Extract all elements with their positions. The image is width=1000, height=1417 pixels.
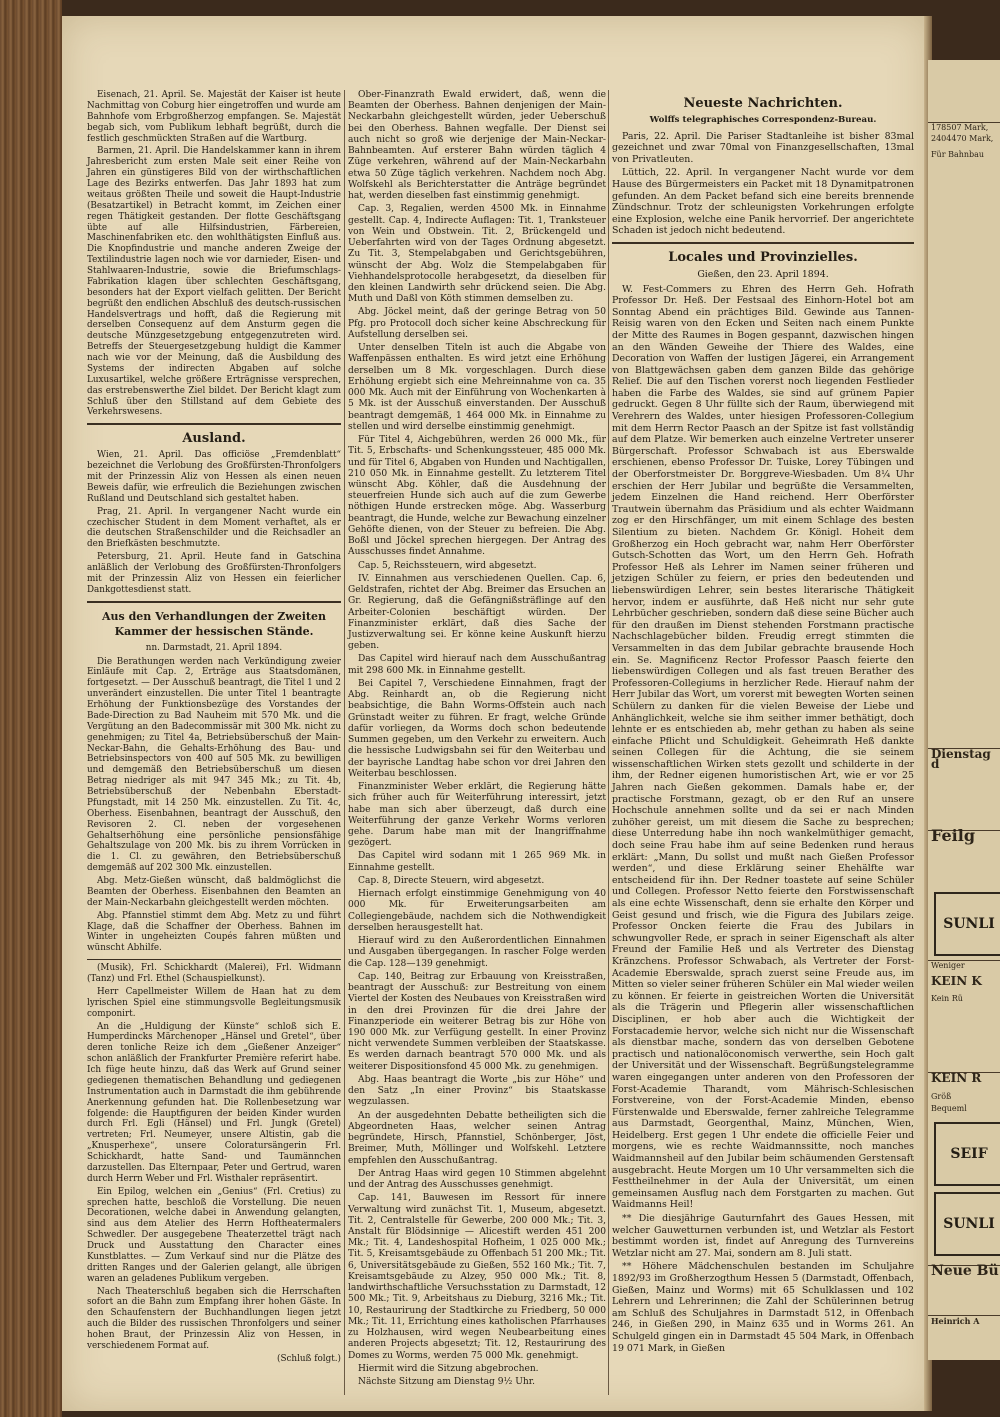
column-middle bbox=[348, 90, 606, 1390]
paragraph: Die Berathungen werden nach Verkündigung zweier Einläufe mit Cap. 2, Erträge aus Staatsdomänen, fortgesetzt. — Der Ausschuß beantragt, die Titel 1 und 2 unverändert einzustellen. Die unter Titel 1 beantragte Erhöhung der Funktionsbezüge des Vorstandes der Bade-Direction zu Bad Nauheim mit 570 Mk. und die Vergütung an den Badecommissär mit 300 Mk. nicht zu genehmigen; zu Titel 4a, Betriebsüberschuß der Main-Neckar-Bahn, die Gehalts-Erhöhung des Bau- und Betriebsinspectors von 400 auf 505 Mk. zu bewilligen und demgemäß den Betriebsüberschuß um diesen Betrag niedriger als mit 947 345 Mk.; zu Tit. 4b, Betriebsüberschuß der Nebenbahn Eberstadt-Pfungstadt, mit 14 250 Mk. einzustellen. Zu Tit. 4c, Oberhess. Eisenbahnen, beantragt der Ausschuß, den Revisoren 2. Cl. neben der vorgesehenen Gehaltserhöhung eine persönliche pensionsfähige Gehaltszulage von 200 Mk. bis zu ihrem Vorrücken in die 1. Cl. zu gewähren, den Betriebsüberschuß demgemäß auf 202 300 Mk. einzustellen. bbox=[87, 656, 341, 874]
paragraph: Das Capitel wird hierauf nach dem Ausschußantrag mit 298 600 Mk. in Einnahme gestellt. bbox=[348, 654, 606, 676]
paragraph: W. Fest-Commers zu Ehren des Herrn Geh. Hofrath Professor Dr. Heß. Der Festsaal des Einhorn-Hotel bot am Sonntag Abend ein prächtiges Bild. Gewinde aus Tannen-Reisig waren von den Ecken und Seiten nach einem Punkte der Mitte des Raumes in Bogen gespannt, dazwischen hingen an den Wänden Geweihe der Thiere des Waldes, eine Decoration von Waffen der lustigen Jägerei, ein Arrangement von Blattgewächsen gaben dem ganzen Bilde das gehörige Relief. Die auf den Tischen vorerst noch liegenden Festlieder haben die Farbe des Waldes, sie sind auf grünem Papier gedruckt. Gegen 8 Uhr füllte sich der Raum, überwiegend mit Verehrern des Waldes, unter hiesigen Professoren-Collegium mit dem Herrn Rector Paasch an der Spitze ist fast vollständig auf dem Platze. Wir bemerken auch einzelne Vertreter unserer Bürgerschaft. Professor Schwabach ist aus Eberswalde erschienen, ebenso Professor Dr. Tuiske, Lorey Tübingen und der Oberforstmeister Dr. Borggreve-Wiesbaden. Um 8¼ Uhr erschien der Herr Jubilar und begrüßte die Versammelten, jedem Einzelnen die Hand reichend. Herr Oberförster Trautwein übernahm das Präsidium und als echter Waidmann zog er den Hirschfänger, um mit einem Schlage des besten Silentium zu bieten. Nachdem Gr. Königl. Hoheit dem Großherzog ein Hoch gebracht war, nahm Herr Oberförster Gutsch-Schotten das Wort, um den Herrn Geh. Hofrath Professor Heß als Lehrer im Namen seiner früheren und jetzigen Schüler zu feiern, er pries den bedeutenden und liebenswürdigen Lehrer, sein bestes literarische Thätigkeit hervor, indem er ausführte, daß Heß nicht nur sehr gute Lehrbücher geschrieben, sondern daß diese seine Bücher auch für den draußen im Dienst stehenden Forstmann practische Nachschlagebücher bilden. Freudig erregt stimmten die Versammelten in das dem Jubilar gebrachte brausende Hoch ein. Se. Magnificenz Rector Professor Paasch feierte den liebenswürdigen Collegen und als fast treuen Berather des Professoren-Collegiums in herzlicher Rede. Hierauf nahm der Herr Jubilar das Wort, um vorerst mit bewegten Worten seinen Schülern zu danken für die vielen Beweise der Liebe und Anhänglichkeit, welche sie ihm seither immer bethätigt, doch lehnte er es entschieden ab, mehr gethan zu haben als seine einfache Pflicht und Schuldigkeit. Geheimrath Heß dankte seinen Collegen für die Achtung, die sie seinem wissenschaftlichen Wirken stets gezollt und schilderte in der ihm, der Redner eigenen humoristischen Art, wie er vor 25 Jahren nach Gießen gekommen. Damals habe er, der practische Forstmann, gezagt, ob er den Ruf an unsere Hochschule annehmen sollte und da sei er nach Minden zuhöher gereist, um mit diesem die Sache zu besprechen; diese Unterredung habe ihn noch wankelmüthiger gemacht, doch seine Frau habe ihm auf seine Bedenken rund heraus erklärt: „Mann, Du sollst und mußt nach Gießen Professor werden“, und diese Erklärung seiner Ehehälfte war entscheidend für ihn. Der Redner toastete auf seine Schüler und Collegen. Professor Netto feierte den Forstwissenschaft als eine echte Wissenschaft, denn sie erhalte den Körper und Geist gesund und frisch, wie die Figura des Jubilars zeige. Professor Oncken feierte die Frau des Jubilars in schwungvoller Rede, er sprach in seiner Eigenschaft als alter Freund der Familie Heß und als Vertreter des Dienstag Kränzchens. Professor Schwabach, als Vertreter der Forst-Academie Eberswalde, sprach zuerst seine Freude aus, im Mitten so vieler seiner früheren Schüler ein Mal wieder weilen zu können. Er feierte in geistreichen Worten die Universität als die Trägerin und Pflegerin aller wissenschaftlichen Disciplinen, er hob aber auch die Wichtigkeit der Forstacademie hervor, welche sich nicht nur die Wissenschaft als dienstbar mache, sondern das von derselben Gebotene practisch und nationalöconomisch verwerthe, sein Hoch galt der Universität und der Wissenschaft. Begrüßungstelegramme waren eingegangen unter anderen von den Professoren der Forst-Academie Tharandt, vom Mährisch-Schlesischen Forstvereine, von der Forst-Academie Minden, ebenso Fürstenwalde und Eberswalde, ferner zahlreiche Telegramme aus Darmstadt, Georgenthal, Mainz, München, Wien, Heidelberg. Erst gegen 1 Uhr endete die officielle Feier und morgens, wie es rechte Waidmannssitte, noch manches Waidmannsheil auf den Jubilar beim schäumenden Gerstensaft ausgebracht. Heute Morgen um 10 Uhr versammelten sich die Festtheilnehmer in der Aula der Universität, um einen gemeinsamen Ausflug nach dem Forstgarten zu machen. Gut Waidmanns Heil! bbox=[612, 283, 914, 1211]
paragraph: Hiermit wird die Sitzung abgebrochen. bbox=[358, 1363, 539, 1374]
paragraph: Abg. Pfannstiel stimmt dem Abg. Metz zu und führt Klage, daß die Schaffner der Oberhess. Bahnen im Winter in ungeheizten Coupés fahren müßten und wünscht Abhilfe. bbox=[87, 910, 341, 954]
paragraph: (Musik), Frl. Schickhardt (Malerei), Frl. Widmann (Tanz) und Frl. Ethel (Schauspielkunst). bbox=[87, 963, 341, 984]
paragraph: Nächste Sitzung am Dienstag 9½ Uhr. bbox=[358, 1377, 536, 1388]
subheading-wolff: Wolffs telegraphisches Correspondenz-Bureau. bbox=[649, 115, 877, 125]
fragment-text: Neue Bü bbox=[928, 1265, 1000, 1276]
column-left bbox=[87, 90, 341, 1365]
paragraph: Cap. 140, Beitrag zur Erbauung von Kreisstraßen, beantragt der Ausschuß: zur Bestreitung von einem Viertel der Kosten des Neubaues von Kreisstraßen wird in den drei Provinzen für die drei Jahre der Finanzperiode ein weiterer Betrag bis zur Höhe von 190 000 Mk. zur Verfügung gestellt. In einer Provinz nicht verwendete Summen verbleiben der Staatskasse. Es werden darnach beantragt 570 000 Mk. und als weiterer Dispositionsfond 45 000 Mk. zu genehmigen. bbox=[348, 971, 606, 1072]
news-wien: Wien, 21. April. Das officiöse „Fremdenblatt“ bezeichnet die Verlobung des Großfürsten-Thronfolgers mit der Prinzessin Aliz von Hessen als einen neuen Beweis dafür, wie erfreulich die Beziehungen zwischen Rußland und Deutschland sich gestaltet haben. bbox=[87, 450, 341, 504]
continued-note: (Schluß folgt.) bbox=[277, 1353, 341, 1364]
fragment-text: Dienstag d bbox=[928, 748, 1000, 769]
fragment-text: KEIN K bbox=[931, 974, 982, 988]
paragraph: Der Antrag Haas wird gegen 10 Stimmen abgelehnt und der Antrag des Ausschusses genehmigt. bbox=[348, 1168, 606, 1191]
paragraph: Cap. 8, Directe Steuern, wird abgesetzt. bbox=[358, 875, 545, 886]
news-prag: Prag, 21. April. In vergangener Nacht wurde ein czechischer Student in dem Moment verhaftet, als er die deutschen Straßenschilder und die Reichsadler an den Briefkästen beschmutzte. bbox=[87, 506, 341, 550]
column-rule bbox=[344, 90, 345, 1395]
paragraph: Abg. Haas beantragt die Worte „bis zur Höhe“ und den Satz „In einer Provinz“ bis Staatskasse wegzulassen. bbox=[348, 1074, 606, 1108]
book-binding bbox=[0, 0, 62, 1417]
paragraph: Finanzminister Weber erklärt, die Regierung hätte sich früher auch für Weiterführung interessirt, jetzt habe man sich aber überzeugt, daß durch eine Weiterführung der ganze Verkehr Worms verloren gehe. Darum habe man mit der Inangriffnahme gezögert. bbox=[348, 782, 606, 849]
section-divider bbox=[612, 242, 914, 244]
fragment-text: Für Bahnbau bbox=[931, 150, 985, 159]
heading-verhandlungen: Aus den Verhandlungen der Zweiten Kammer der hessischen Stände. bbox=[102, 609, 326, 638]
heading-locales: Locales und Provinzielles. bbox=[668, 249, 858, 265]
news-eisenach: Eisenach, 21. April. Se. Majestät der Kaiser ist heute Nachmittag von Coburg hier eingetroffen und wurde am Bahnhofe vom Erbgroßherzog empfangen. Se. Majestät begab sich, vom Publikum lebhaft begrüßt, durch die festlich geschmückten Straßen auf die Wartburg. bbox=[87, 90, 341, 144]
paragraph: An die „Huldigung der Künste“ schloß sich E. Humperdincks Märchenoper „Hänsel und Gretel“, über deren tonliche Reize ich dem „Gießener Anzeiger“ schon anläßlich der Frankfurter Première referirt habe. Ich füge heute hinzu, daß das Werk auf Grund seiner gediegenen thematischen Behandlung und gediegenen Instrumentation auch in Darmstadt die ihm gebührende Anerkennung gefunden hat. Die Rollenbesetzung war folgende: die Hauptfiguren der beiden Kinder wurden durch Frl. Egli (Hänsel) und Frl. Jungk (Gretel) vertreten; Frl. Neumeyer, unsere Altistin, gab die „Knusperhexe“, unsere Coloratursängerin Frl. Schickhardt, hatte Sand- und Taumännchen darzustellen. Das Elternpaar, Peter und Gertrud, waren durch Herrn Weber und Frl. Wisthaler repräsentirt. bbox=[87, 1021, 341, 1184]
paragraph: Nach Theaterschluß begaben sich die Herrschaften sofort an die Bahn zum Empfang ihrer hohen Gäste. In den Schaufenstern der Buchhandlungen liegen jetzt auch die Bilder des russischen Thronfolgers und seiner hohen Braut, der Prinzessin Aliz von Hessen, in verschiedenem Format auf. bbox=[87, 1286, 341, 1351]
paragraph: Cap. 3, Regalien, werden 4500 Mk. in Einnahme gestellt. Cap. 4, Indirecte Auflagen: Tit. 1, Tranksteuer von Wein und Obstwein. Tit. 2, Brückengeld und Ueberfahrten wird von der Tages Ordnung abgesetzt. Zu Tit. 3, Stempelabgaben und Gerichtsgebühren, wünscht der Abg. Wolz die Stempelabgaben für Viehhandelsprotocolle herabgesetzt, da dieselben für den kleinen Landwirth sehr drückend seien. Die Abg. Muth und Daßl von Köth stimmen demselben zu. bbox=[348, 204, 606, 305]
fragment-text: Größ bbox=[931, 1092, 952, 1101]
dateline-giessen: Gießen, den 23. April 1894. bbox=[697, 268, 829, 280]
section-divider bbox=[87, 423, 341, 425]
ad-sunlight-1: SUNLI bbox=[934, 892, 1000, 956]
column-rule bbox=[608, 90, 609, 1395]
paragraph: IV. Einnahmen aus verschiedenen Quellen. Cap. 6, Geldstrafen, richtet der Abg. Breimer das Ersuchen an Gr. Regierung, daß die Gefängnißsträflinge auf den Arbeiter-Colonien beschäftigt würden. Der Finanzminister erklärt, daß dies Sache der Justizverwaltung sei. Er könne keine Auskunft hierzu geben. bbox=[348, 573, 606, 652]
paragraph: Bei Capitel 7, Verschiedene Einnahmen, fragt der Abg. Reinhardt an, ob die Regierung nicht beabsichtige, die Bahn Worms-Offstein auch nach Grünstadt weiter zu führen. Er fragt, welche Gründe dafür vorliegen, da Worms doch schon bedeutende Summen gegeben, um den Verkehr zu erweitern. Auch die hessische Ludwigsbahn sei für den Weiterbau und der bayrische Landtag habe schon vor drei Jahren den Weiterbau beschlossen. bbox=[348, 678, 606, 779]
fragment-text: 2404470 Mark, bbox=[931, 134, 994, 143]
paragraph: Abg. Metz-Gießen wünscht, daß baldmöglichst die Beamten der Oberhess. Eisenbahnen den Beamten an der Main-Neckarbahn gleichgestellt werden möchten. bbox=[87, 876, 341, 908]
news-luettich: Lüttich, 22. April. In vergangener Nacht wurde vor dem Hause des Bürgermeisters ein Packet mit 18 Dynamitpatronen gefunden. An dem Packet befand sich eine bereits brennende Zündschnur. Trotz der schleunigsten Vorkehrungen erfolgte eine Explosion, welche eine Panik hervorrief. Der angerichtete Schaden ist jedoch nicht bedeutend. bbox=[612, 167, 914, 237]
paragraph: Cap. 5, Reichssteuern, wird abgesetzt. bbox=[358, 560, 537, 571]
news-barmen: Barmen, 21. April. Die Handelskammer kann in ihrem Jahresbericht zum ersten Male seit einer Reihe von Jahren ein günstigeres Bild von der wirthschaftlichen Lage des Bezirks entwerfen. Das Jahr 1893 hat zum weitaus größten Theile und soweit die Haupt-Industrie (Besatzartikel) in Betracht kommt, im Zeichen einer regen Thätigkeit gestanden. Der flotte Geschäftsgang übte auf alle Hilfsindustrien, Färbereien, Maschinenfabriken etc. den wohlthätigsten Einfluß aus. Die Knopfindustrie und manche anderen Zweige der Textilindustrie lagen noch wie vor darnieder, Eisen- und Stahlwaaren-Industrie, sowie die Briefumschlags-Fabrikation klagen über schlechten Geschäftsgang, besonders hat der Export vielfach gelitten. Der Bericht begrüßt den endlichen Abschluß des deutsch-russischen Handelsvertrags und hofft, daß die Regierung mit derselben Consequenz auf dem Ansturm gegen die deutsche Münzgesetzgebung entgegenzutreten wird. Betreffs der Steuergesetzgebung huldigt die Kammer nach wie vor der Meinung, daß die Ausbildung des Systems der indirecten Abgaben auf solche Luxusartikel, welche größere Erträgnisse versprechen, das erstrebenswerthe Ziel bildet. Der Bericht klagt zum Schluß über den Stillstand auf dem Gebiete des Verkehrswesens. bbox=[87, 146, 341, 418]
fragment-text: Weniger bbox=[928, 960, 1000, 971]
adjacent-page bbox=[928, 60, 1000, 1360]
fragment-text: 178507 Mark, bbox=[928, 122, 1000, 133]
fragment-text: Feilg bbox=[928, 830, 1000, 852]
news-petersburg: Petersburg, 21. April. Heute fand in Gatschina anläßlich der Verlobung des Großfürsten-Thronfolgers mit der Prinzessin Aliz von Hessen ein feierlicher Dankgottesdienst statt. bbox=[87, 552, 341, 595]
fragment-text: Heinrich A bbox=[928, 1315, 1000, 1326]
news-paris: Paris, 22. April. Die Pariser Stadtanleihe ist bisher 83mal gezeichnet und zwar 70mal von Finanzgesellschaften, 13mal von Privatleuten. bbox=[612, 130, 914, 165]
paragraph: Unter denselben Titeln ist auch die Abgabe von Waffenpässen enthalten. Es wird jetzt eine Erhöhung derselben um 8 Mk. vorgeschlagen. Durch diese Erhöhung ergiebt sich eine Mehreinnahme von ca. 35 000 Mk. Auch mit der Einführung von Wochenkarten à 5 Mk. ist der Ausschuß einverstanden. Der Ausschuß beantragt demgemäß, 1 464 000 Mk. in Einnahme zu stellen und wird derselbe einstimmig genehmigt. bbox=[348, 343, 606, 432]
ad-sunlight-2: SUNLI bbox=[934, 1192, 1000, 1256]
paragraph: Ober-Finanzrath Ewald erwidert, daß, wenn die Beamten der Oberhess. Bahnen denjenigen der Main-Neckarbahn gleichgestellt würden, jeder Ueberschuß bei den Oberhess. Bahnen wegfalle. Der Dienst sei auch nicht so groß wie derjenige der Main-Neckar-Bahnbeamten. Auf ersterer Bahn würden täglich 4 Züge verkehren, während auf der Main-Neckarbahn etwa 50 Züge täglich verkehren. Nachdem noch Abg. Wolfskehl als Berichterstatter die Anträge begründet hat, werden dieselben fast einstimmig genehmigt. bbox=[348, 90, 606, 202]
paragraph: Ein Epilog, welchen ein „Genius“ (Frl. Cretius) zu sprechen hatte, beschloß die Vorstellung. Die neuen Decorationen, welche dabei in Anwendung gelangten, sind aus dem Atelier des Herrn Hoftheatermalers Schwedler. Der ausgegebene Theaterzettel trägt nach Druck und Ausstattung den Character eines Kunstblattes. — Zum Verkauf sind nur die Plätze des dritten Ranges und der Galerien gelangt, alle übrigen waren an geladenes Publikum vergeben. bbox=[87, 1186, 341, 1284]
section-divider bbox=[87, 601, 341, 603]
fragment-text: Bequeml bbox=[931, 1104, 967, 1113]
column-right bbox=[612, 90, 914, 1356]
section-divider bbox=[87, 959, 341, 960]
heading-ausland: Ausland. bbox=[182, 431, 246, 447]
paragraph: ** Höhere Mädchenschulen bestanden im Schuljahre 1892/93 im Großherzogthum Hessen 5 (Darmstadt, Offenbach, Gießen, Mainz und Worms) mit 65 Schulklassen und 102 Lehrern und Lehrerinnen; die Zahl der Schülerinnen betrug am Schluß des Schuljahres in Darmstadt 512, in Offenbach 246, in Gießen 290, in Mainz 635 und in Worms 261. An Schulgeld gingen ein in Darmstadt 45 504 Mark, in Offenbach 19 071 Mark, in Gießen bbox=[612, 1261, 914, 1354]
paragraph: Hierauf wird zu den Außerordentlichen Einnahmen und Ausgaben übergegangen. In rascher Folge werden die Cap. 128—139 genehmigt. bbox=[348, 936, 606, 969]
paragraph: Das Capitel wird sodann mit 1 265 969 Mk. in Einnahme gestellt. bbox=[348, 851, 606, 873]
paragraph: Herr Capellmeister Willem de Haan hat zu dem lyrischen Spiel eine stimmungsvolle Begleitungsmusik componirt. bbox=[87, 986, 341, 1019]
paragraph: An der ausgedehnten Debatte betheiligten sich die Abgeordneten Haas, welcher seinen Antrag begründete, Hirsch, Pfannstiel, Schönberger, Jöst, Breimer, Muth, Möllinger und Wolfskehl. Letztere empfehlen den Ausschußantrag. bbox=[348, 1110, 606, 1166]
paragraph: Für Titel 4, Aichgebühren, werden 26 000 Mk., für Tit. 5, Erbschafts- und Schenkungssteuer, 485 000 Mk. und für Titel 6, Abgaben von Hunden und Nachtigallen, 210 050 Mk. in Einnahme gestellt. Zu letzterem Titel wünscht Abg. Köhler, daß die Ausdehnung der steuerfreien Hunde sich auch auf die zum Gewerbe nöthigen Hunde erstrecken möge. Abg. Wasserburg beantragt, die Hunde, welche zur Bewachung einzelner Gehöfte dienen, von der Steuer zu befreien. Die Abg. Boßl und Jöckel sprechen hiergegen. Der Antrag des Ausschusses findet Annahme. bbox=[348, 435, 606, 558]
paragraph: ** Die diesjährige Gauturnfahrt des Gaues Hessen, mit welcher Gauwetturnen verbunden ist, und Wetzlar als Festort bestimmt worden ist, findet auf Anregung des Turnvereins Wetzlar nicht am 27. Mai, sondern am 8. Juli statt. bbox=[612, 1213, 914, 1259]
heading-neueste-nachrichten: Neueste Nachrichten. bbox=[683, 96, 843, 111]
paragraph: Cap. 141, Bauwesen im Ressort für innere Verwaltung wird zunächst Tit. 1, Museum, abgesetzt. Tit. 2, Centralstelle für Gewerbe, 200 000 Mk.; Tit. 3, Anstalt für Blödsinnige — Alicestift werden 451 200 Mk.; Tit. 4, Landeshospital Hofheim, 1 025 000 Mk.; Tit. 5, Kreisamtsgebäude zu Offenbach 51 200 Mk.; Tit. 6, Universitätsgebäude zu Gießen, 552 160 Mk.; Tit. 7, Kreisamtsgebäude zu Alzey, 950 000 Mk.; Tit. 8, landwirthschaftliche Versuchsstation zu Darmstadt, 12 500 Mk.; Tit. 9, Arbeitshaus zu Dieburg, 3216 Mk.; Tit. 10, Restaurirung der Stadtkirche zu Friedberg, 50 000 Mk.; Tit. 11, Errichtung eines katholischen Pfarrhauses zu Holzhausen, wird wegen Neubearbeitung eines anderen Projects abgesetzt; Tit. 12, Restaurirung des Domes zu Worms, werden 75 000 Mk. genehmigt. bbox=[348, 1193, 606, 1361]
dateline-darmstadt: nn. Darmstadt, 21. April 1894. bbox=[145, 642, 283, 653]
paragraph: Hiernach erfolgt einstimmige Genehmigung von 40 000 Mk. für Erweiterungsarbeiten am Collegiengebäude, nachdem sich die Nothwendigkeit derselben herausgestellt hat. bbox=[348, 889, 606, 933]
paragraph: Abg. Jöckel meint, daß der geringe Betrag von 50 Pfg. pro Protocoll doch sicher keine Abschreckung für Aufstellung derselben sei. bbox=[348, 307, 606, 340]
ad-seife: SEIF bbox=[934, 1122, 1000, 1186]
fragment-text: KEIN R bbox=[928, 1072, 1000, 1083]
fragment-text: Kein Rü bbox=[931, 994, 963, 1003]
